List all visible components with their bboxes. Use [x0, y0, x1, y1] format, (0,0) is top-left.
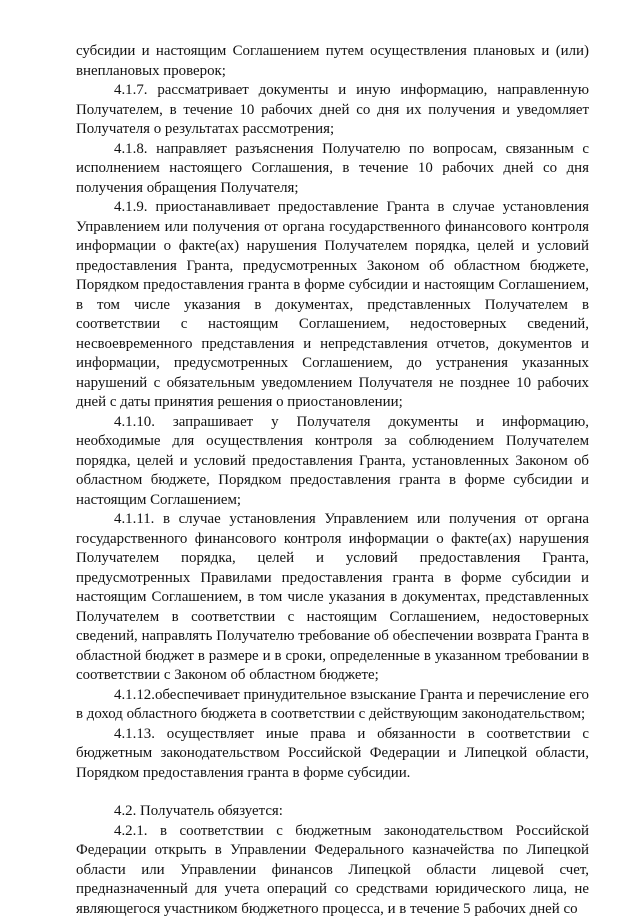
paragraph-4-2-1: 4.2.1. в соответствии с бюджетным законодательством Российской Федерации открыть в Управлении Федерального казначейства по Липецкой области или Управлении финансов Липецкой области лицевой счет, предназначенный для учета операций со средствами юридического лица, не являющегося участником бюджетного процесса, и в течение 5 рабочих дней со	[76, 822, 589, 919]
paragraph-continuation: субсидии и настоящим Соглашением путем осуществления плановых и (или) внеплановых проверок;	[76, 42, 589, 81]
section-heading-4-2: 4.2. Получатель обязуется:	[76, 802, 589, 822]
document-page	[76, 42, 589, 919]
paragraph-spacer	[76, 783, 589, 802]
paragraph-4-1-10: 4.1.10. запрашивает у Получателя документы и информацию, необходимые для осуществления контроля за соблюдением Получателем порядка, целей и условий предоставления Гранта, установленных Законом об областном бюджете, Порядком предоставления гранта в форме субсидии и настоящим Соглашением;	[76, 413, 589, 511]
paragraph-4-1-13: 4.1.13. осуществляет иные права и обязанности в соответствии с бюджетным законодательством Российской Федерации и Липецкой области, Порядком предоставления гранта в форме субсидии.	[76, 725, 589, 784]
paragraph-4-1-9: 4.1.9. приостанавливает предоставление Гранта в случае установления Управлением или получения от органа государственного финансового контроля информации о факте(ах) нарушения Получателем порядка, целей и условий предоставления Гранта, предусмотренных Законом об областном бюджете, Порядком предоставления гранта в форме субсидии и настоящим Соглашением, в том числе указания в документах, представленных Получателем в соответствии с настоящим Соглашением, недостоверных сведений, несвоевременного представления и непредставления отчетов, документов и информации, предусмотренных Соглашением, до устранения указанных нарушений с обязательным уведомлением Получателя не позднее 10 рабочих дней с даты принятия решения о приостановлении;	[76, 198, 589, 413]
paragraph-4-1-7: 4.1.7. рассматривает документы и иную информацию, направленную Получателем, в течение 10 рабочих дней со дня их получения и уведомляет Получателя о результатах рассмотрения;	[76, 81, 589, 140]
paragraph-4-1-12: 4.1.12.обеспечивает принудительное взыскание Гранта и перечисление его в доход областного бюджета в соответствии с действующим законодательством;	[76, 686, 589, 725]
paragraph-4-1-11: 4.1.11. в случае установления Управлением или получения от органа государственного финансового контроля информации о факте(ах) нарушения Получателем порядка, целей и условий предоставления Гранта, предусмотренных Правилами предоставления гранта в форме субсидии и настоящим Соглашением, в том числе указания в документах, представленных Получателем в соответствии с настоящим Соглашением, недостоверных сведений, направлять Получателю требование об обеспечении возврата Гранта в областной бюджет в размере и в сроки, определенные в указанном требовании в соответствии с Законом об областном бюджете;	[76, 510, 589, 686]
paragraph-4-1-8: 4.1.8. направляет разъяснения Получателю по вопросам, связанным с исполнением настоящего Соглашения, в течение 10 рабочих дней со дня получения обращения Получателя;	[76, 140, 589, 199]
